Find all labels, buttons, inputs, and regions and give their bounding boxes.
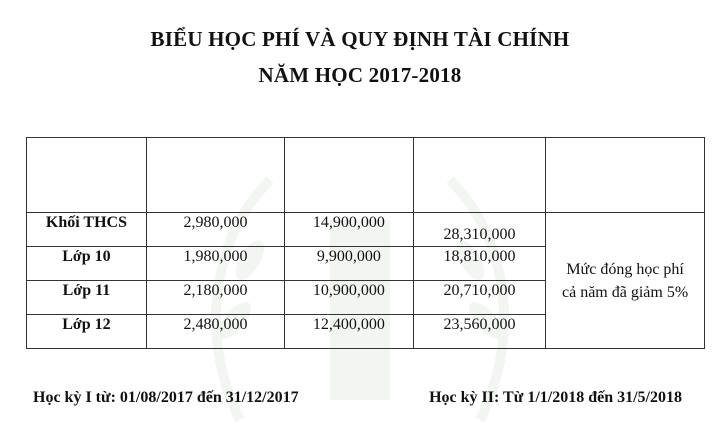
header-cell — [285, 138, 414, 213]
school-year-title: NĂM HỌC 2017-2018 — [258, 63, 462, 87]
discount-note: Mức đóng học phí cả năm đã giảm 5% — [546, 213, 705, 349]
fee-cell: 23,560,000 — [413, 315, 545, 349]
grade-label: Khối THCS — [27, 213, 147, 247]
fee-cell: 9,900,000 — [285, 247, 414, 281]
fee-cell: 2,480,000 — [146, 315, 284, 349]
semester-2-dates: Học kỳ II: Từ 1/1/2018 đến 31/5/2018 — [429, 389, 682, 406]
grade-label: Lớp 12 — [27, 315, 147, 349]
fee-cell: 28,310,000 — [413, 213, 545, 247]
fee-cell: 2,980,000 — [146, 213, 284, 247]
header-cell — [546, 138, 705, 213]
fee-cell: 14,900,000 — [285, 213, 414, 247]
fee-cell: 2,180,000 — [146, 281, 284, 315]
header-cell — [27, 138, 147, 213]
fee-cell: 10,900,000 — [285, 281, 414, 315]
table-row — [27, 213, 705, 247]
header-cell — [413, 138, 545, 213]
fee-cell: 12,400,000 — [285, 315, 414, 349]
document-title: BIỂU HỌC PHÍ VÀ QUY ĐỊNH TÀI CHÍNH — [150, 27, 570, 51]
tuition-fee-table — [26, 137, 705, 349]
table-header-row — [27, 138, 705, 213]
fee-cell: 18,810,000 — [413, 247, 545, 281]
grade-label: Lớp 10 — [27, 247, 147, 281]
header-cell — [146, 138, 284, 213]
grade-label: Lớp 11 — [27, 281, 147, 315]
semester-1-dates: Học kỳ I từ: 01/08/2017 đến 31/12/2017 — [33, 389, 299, 406]
fee-cell: 20,710,000 — [413, 281, 545, 315]
fee-cell: 1,980,000 — [146, 247, 284, 281]
